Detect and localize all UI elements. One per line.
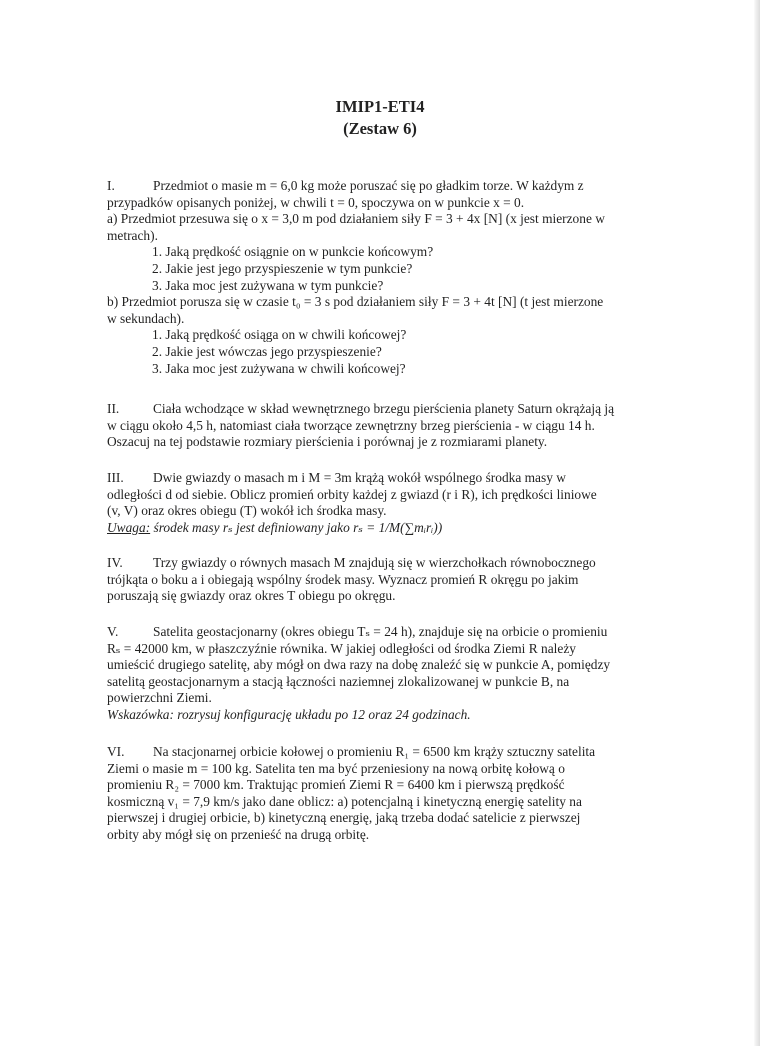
problem-number: IV. — [107, 555, 123, 570]
question-item: 2. Jakie jest jego przyspieszenie w tym punkcie? — [152, 260, 413, 276]
problem-number: II. — [107, 401, 120, 416]
problem-line: (v, V) oraz okres obiegu (T) wokół ich środka masy. — [107, 503, 387, 519]
problem-number: I. — [107, 178, 115, 193]
problem-1 — [107, 178, 657, 377]
problem-line: Ziemi o masie m = 100 kg. Satelita ten ma być przeniesiony na nową orbitę kołową o — [107, 760, 565, 776]
problem-line: odległości d od siebie. Oblicz promień orbity każdej z gwiazd (r i R), ich prędkości liniowe — [107, 486, 597, 502]
problem-5 — [107, 624, 657, 724]
problem-line: powierzchni Ziemi. — [107, 690, 212, 706]
question-item: 1. Jaką prędkość osiągnie on w punkcie końcowym? — [152, 244, 434, 260]
problem-line: Rₛ = 42000 km, w płaszczyźnie równika. W jakiej odległości od środka Ziemi R należy — [107, 640, 576, 656]
problem-line: poruszają się gwiazdy oraz okres T obiegu po okręgu. — [107, 588, 396, 604]
problem-4 — [107, 555, 657, 605]
problem-line: przypadków opisanych poniżej, w chwili t = 0, spoczywa on w punkcie x = 0. — [107, 194, 525, 210]
problem-line: IV. Trzy gwiazdy o równych masach M znajdują się w wierzchołkach równobocznego — [107, 555, 596, 570]
document-header — [0, 96, 760, 140]
problem-6 — [107, 744, 657, 844]
problem-line: pierwszej i drugiej orbicie, b) kinetyczną energię, jaką trzeba dodać satelicie z pierwszej — [107, 810, 581, 826]
hint-label: Uwaga: — [107, 519, 151, 535]
problem-number: V. — [107, 624, 119, 639]
problem-line: Oszacuj na tej podstawie rozmiary pierścienia i porównaj je z rozmiarami planety. — [107, 434, 548, 450]
problem-line: III. Dwie gwiazdy o masach m i M = 3m krążą wokół wspólnego środka masy w — [107, 470, 566, 485]
problem-line: II. Ciała wchodzące w skład wewnętrznego brzegu pierścienia planety Saturn okrążają ją — [107, 401, 615, 416]
problem-line: promieniu R₂ = 7000 km. Traktując promień Ziemi R = 6400 km i pierwszą prędkość — [107, 777, 565, 793]
problem-number: III. — [107, 470, 124, 485]
problem-line: V. Satelita geostacjonarny (okres obiegu Tₛ = 24 h), znajduje się na orbicie o promieniu — [107, 624, 608, 639]
problem-line: orbity aby mógł się on przenieść na drugą orbitę. — [107, 826, 370, 842]
problem-line: satelitą geostacjonarnym a stacją łączności naziemnej zlokalizowanej w punkcie B, na — [107, 673, 570, 689]
problem-hint: Uwaga: środek masy rₛ jest definiowany jako rₛ = 1/M(∑mᵢrᵢ)) — [107, 519, 443, 535]
problem-line: metrach). — [107, 227, 158, 243]
problem-line: VI. Na stacjonarnej orbicie kołowej o promieniu R₁ = 6500 km krąży sztuczny satelita — [107, 744, 596, 759]
problem-line: trójkąta o boku a i obiegają wspólny środek masy. Wyznacz promień R okręgu po jakim — [107, 571, 579, 587]
problem-line: I. Przedmiot o masie m = 6,0 kg może poruszać się po gładkim torze. W każdym z — [107, 178, 584, 193]
problem-hint: Wskazówka: rozrysuj konfigurację układu po 12 oraz 24 godzinach. — [107, 706, 471, 722]
document-title: IMIP1-ETI4 — [335, 97, 425, 116]
problem-line: umieścić drugiego satelitę, aby mógł on dwa razy na dobę znaleźć się w punkcie A, pomiędzy — [107, 657, 611, 673]
question-item: 3. Jaka moc jest zużywana w tym punkcie? — [152, 277, 384, 293]
question-item: 2. Jakie jest wówczas jego przyspieszenie? — [152, 343, 382, 359]
problem-2 — [107, 401, 657, 451]
problem-3 — [107, 470, 657, 536]
problem-number: VI. — [107, 744, 125, 759]
document-subtitle: (Zestaw 6) — [343, 119, 417, 138]
question-item: 1. Jaką prędkość osiąga on w chwili końcowej? — [152, 327, 407, 343]
problem-line: b) Przedmiot porusza się w czasie t₀ = 3 s pod działaniem siły F = 3 + 4t [N] (t jest mierzone — [107, 294, 604, 310]
problem-line: kosmiczną v₁ = 7,9 km/s jako dane oblicz: a) potencjalną i kinetyczną energię satelity na — [107, 793, 582, 809]
problem-line: w sekundach). — [107, 310, 185, 326]
scan-edge — [754, 0, 760, 1046]
problem-line: a) Przedmiot przesuwa się o x = 3,0 m pod działaniem siły F = 3 + 4x [N] (x jest mierzone w — [107, 211, 605, 227]
problem-line: w ciągu około 4,5 h, natomiast ciała tworzące zewnętrzny brzeg pierścienia - w ciągu 14 h. — [107, 417, 595, 433]
question-item: 3. Jaka moc jest zużywana w chwili końcowej? — [152, 360, 406, 376]
